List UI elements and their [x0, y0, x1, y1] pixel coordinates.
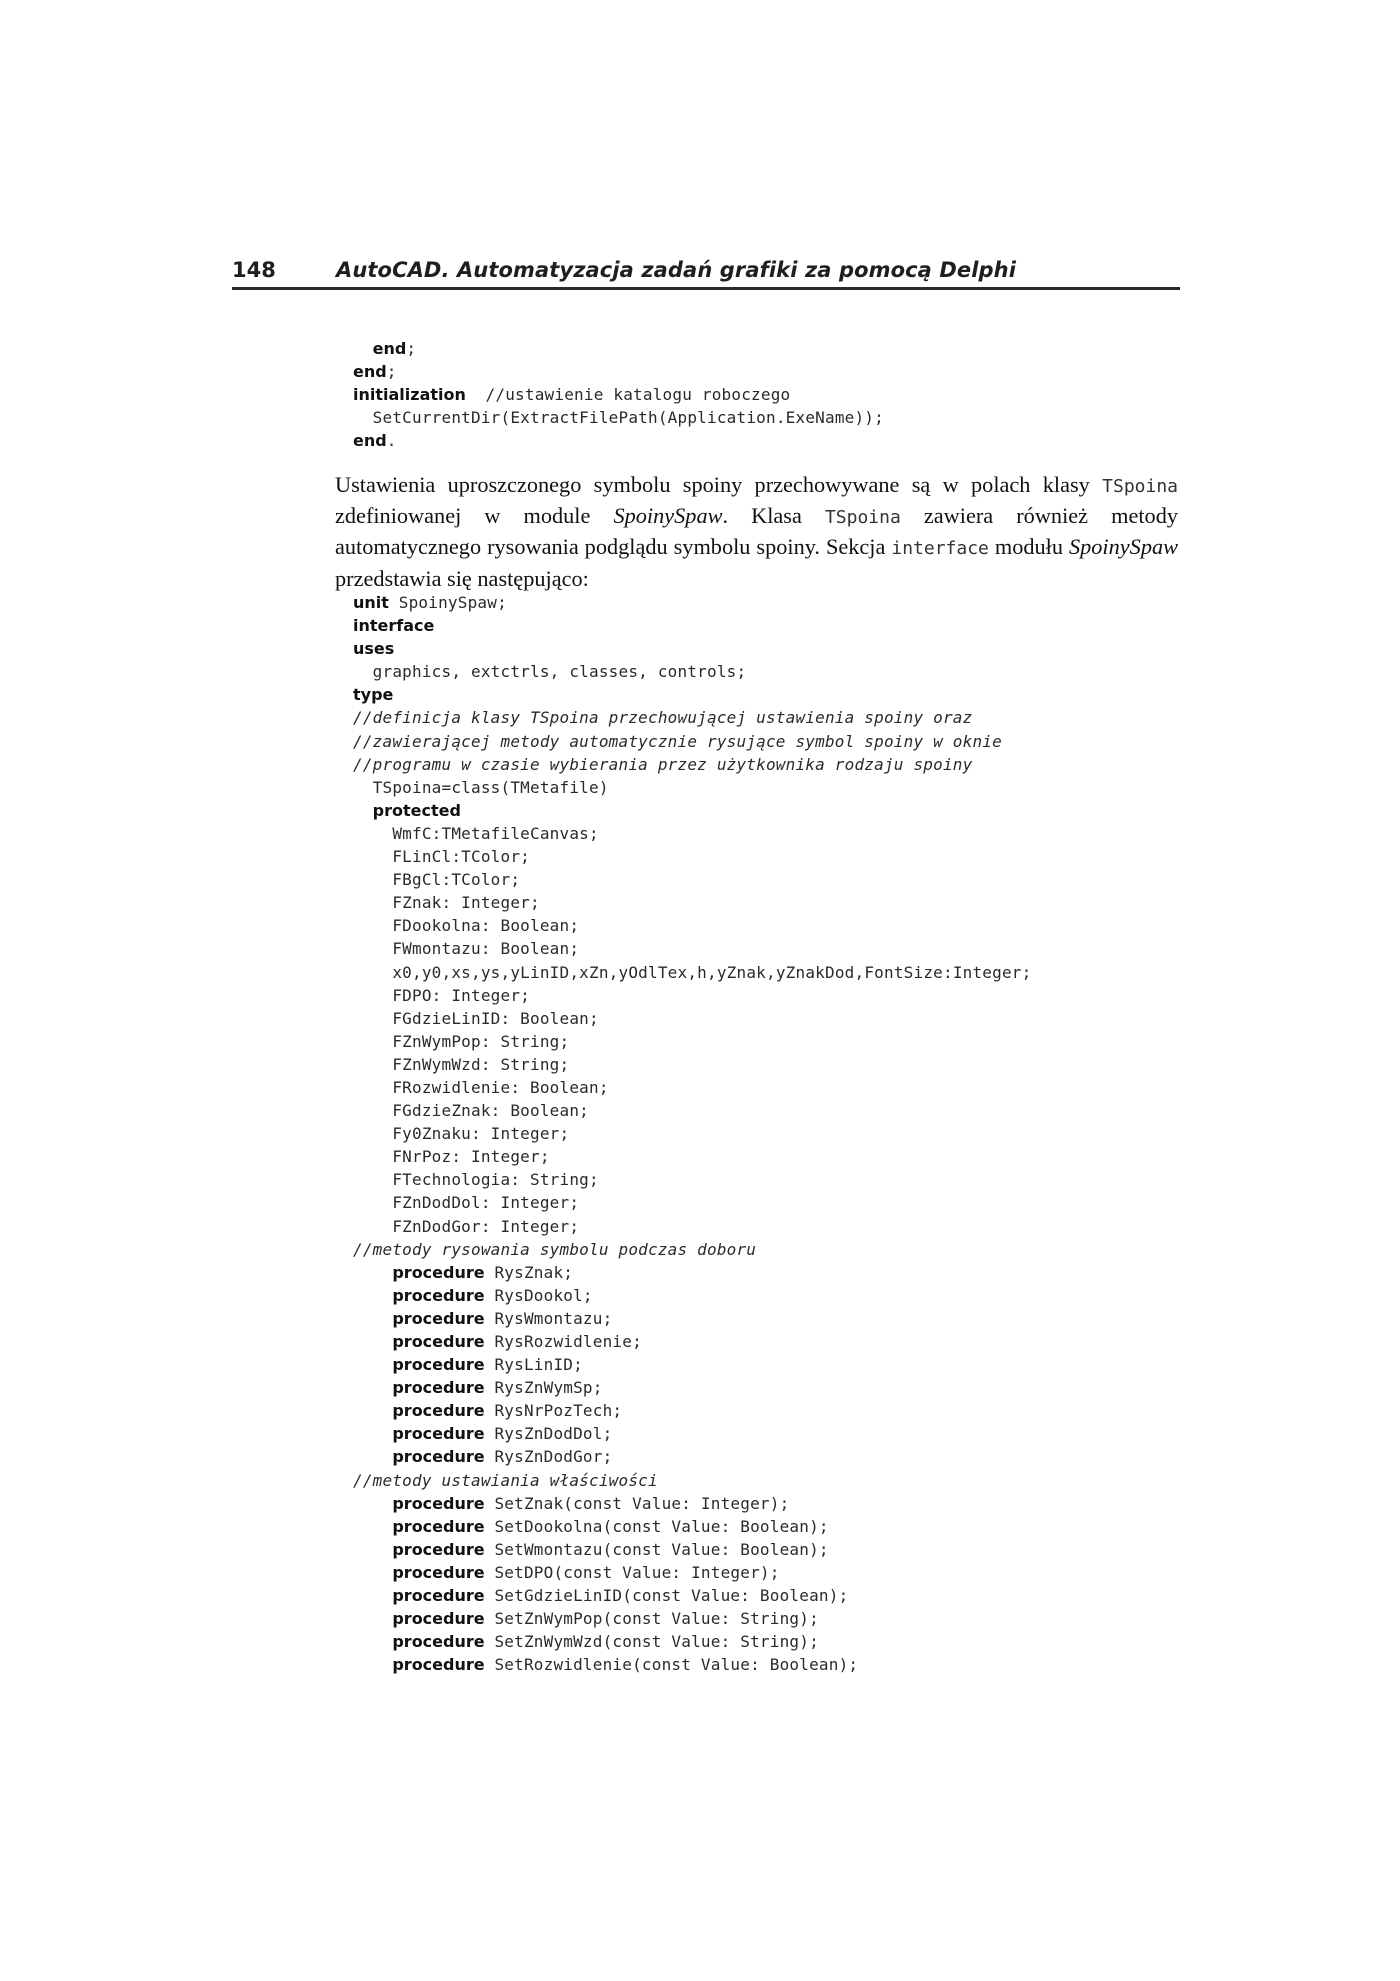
code-line [353, 1492, 1031, 1515]
code-listing-main [353, 591, 1031, 1676]
code-line [353, 614, 1031, 637]
code-line [353, 868, 1031, 891]
code-line [353, 1145, 1031, 1168]
code-keyword: interface [353, 616, 435, 636]
code-line [353, 1168, 1031, 1191]
code-line [353, 429, 884, 452]
page-header [232, 254, 1180, 288]
code-text: SpoinySpaw; [388, 593, 507, 612]
code-indent [353, 1563, 392, 1582]
code-text: SetZnak(const Value: Integer); [484, 1493, 790, 1513]
code-comment: //definicja klasy TSpoina przechowującej ustawienia spoiny oraz [353, 708, 973, 728]
code-keyword: uses [353, 639, 395, 659]
code-indent [353, 847, 392, 866]
body-paragraph [335, 470, 1178, 593]
code-keyword: end [353, 431, 387, 451]
code-line [353, 1191, 1031, 1214]
code-line [353, 1330, 1031, 1353]
code-text: RysRozwidlenie; [484, 1332, 642, 1351]
code-keyword: procedure [392, 1401, 485, 1421]
code-indent [353, 801, 373, 820]
paragraph-text: modułu [988, 534, 1069, 560]
code-indent [353, 1101, 392, 1120]
code-text: SetWmontazu(const Value: Boolean); [484, 1539, 829, 1559]
code-text: FWmontazu: Boolean; [392, 939, 580, 959]
paragraph-text: zdefiniowanej w module [335, 503, 614, 529]
paragraph-text: zawiera również metody automatycznego rysowania podglądu symbolu spoiny. Sekcja [335, 503, 1178, 560]
header-rule [232, 287, 1180, 290]
code-indent [353, 824, 392, 843]
code-text: FDPO: Integer; [392, 985, 531, 1005]
code-indent [353, 778, 373, 797]
code-line [353, 383, 884, 406]
code-text: RysWmontazu; [484, 1308, 613, 1328]
code-text: FTechnologia: String; [392, 1170, 599, 1190]
code-keyword: procedure [392, 1539, 485, 1559]
code-text: FNrPoz: Integer; [392, 1147, 550, 1167]
code-indent [353, 1078, 392, 1097]
code-indent [353, 408, 373, 427]
code-indent [353, 1332, 392, 1351]
code-keyword: end [353, 362, 387, 382]
page-number: 148 [232, 258, 276, 282]
code-text: RysLinID; [484, 1355, 583, 1375]
code-text: FGdzieZnak: Boolean; [392, 1101, 589, 1121]
code-text: ; [386, 362, 397, 382]
code-keyword: protected [372, 800, 461, 820]
code-keyword: procedure [392, 1262, 485, 1282]
code-line [353, 1538, 1031, 1561]
code-line [353, 1261, 1031, 1284]
code-line [353, 1307, 1031, 1330]
code-line [353, 730, 1031, 753]
code-line [353, 337, 884, 360]
code-text: WmfC:TMetafileCanvas; [392, 823, 599, 843]
code-comment: //metody rysowania symbolu podczas doboru [353, 1239, 757, 1259]
code-line [353, 360, 884, 383]
code-keyword: procedure [392, 1632, 485, 1652]
module-name: SpoinySpaw [1068, 534, 1178, 560]
code-line [353, 406, 884, 429]
code-line [353, 1630, 1031, 1653]
code-keyword: procedure [392, 1516, 485, 1536]
code-indent [353, 1263, 392, 1282]
module-name: SpoinySpaw [613, 503, 723, 529]
code-indent [353, 1494, 392, 1513]
code-line [353, 1515, 1031, 1538]
code-line [353, 1469, 1031, 1492]
code-indent [353, 1217, 392, 1236]
code-indent [353, 662, 373, 681]
code-keyword: procedure [392, 1355, 485, 1375]
code-line [353, 1561, 1031, 1584]
code-keyword: procedure [392, 1424, 485, 1444]
code-text: SetDookolna(const Value: Boolean); [484, 1516, 829, 1536]
code-indent [353, 939, 392, 958]
code-indent [353, 893, 392, 912]
code-line [353, 937, 1031, 960]
code-comment: //metody ustawiania właściwości [353, 1470, 658, 1490]
code-line [353, 961, 1031, 984]
code-indent [353, 1124, 392, 1143]
code-indent [353, 1055, 392, 1074]
code-text: FGdzieLinID: Boolean; [392, 1008, 599, 1028]
code-indent [353, 1586, 392, 1605]
code-text: FRozwidlenie: Boolean; [392, 1077, 609, 1097]
code-keyword: procedure [392, 1332, 485, 1351]
code-indent [353, 916, 392, 935]
code-indent [353, 1193, 392, 1212]
code-line [353, 984, 1031, 1007]
code-keyword: type [353, 685, 394, 705]
code-keyword: procedure [392, 1493, 485, 1513]
code-line [353, 1353, 1031, 1376]
code-text: FLinCl:TColor; [392, 847, 531, 867]
code-line [353, 776, 1031, 799]
code-line [353, 706, 1031, 729]
code-text: ; [406, 339, 417, 358]
code-line [353, 591, 1031, 614]
code-keyword: procedure [392, 1609, 485, 1629]
code-line [353, 822, 1031, 845]
code-indent [353, 339, 373, 358]
code-line [353, 1238, 1031, 1261]
code-text: //ustawienie katalogu roboczego [465, 385, 791, 405]
code-text: SetCurrentDir(ExtractFilePath(Application.ExeName)); [372, 408, 884, 428]
code-text: SetGdzieLinID(const Value: Boolean); [484, 1586, 849, 1606]
code-text: SetZnWymPop(const Value: String); [484, 1609, 819, 1629]
code-line [353, 1030, 1031, 1053]
code-line [353, 1584, 1031, 1607]
code-keyword: procedure [392, 1586, 485, 1606]
code-line [353, 683, 1031, 706]
code-text: RysZnak; [484, 1262, 574, 1282]
code-comment: //zawierającej metody automatycznie rysujące symbol spoiny w oknie [353, 731, 1002, 751]
code-text: graphics, extctrls, classes, controls; [372, 662, 747, 682]
code-line [353, 1215, 1031, 1238]
code-line [353, 1445, 1031, 1468]
code-indent [353, 1655, 392, 1674]
code-line [353, 1653, 1031, 1676]
code-line [353, 891, 1031, 914]
code-listing-top [353, 337, 884, 452]
code-keyword: procedure [392, 1562, 485, 1582]
code-text: FZnDodDol: Integer; [392, 1193, 580, 1213]
code-keyword: procedure [392, 1447, 485, 1467]
code-indent [353, 1609, 392, 1628]
code-indent [353, 1009, 392, 1028]
code-keyword: initialization [353, 385, 466, 405]
code-line [353, 1076, 1031, 1099]
code-text: FZnWymWzd: String; [392, 1054, 570, 1074]
code-keyword: procedure [392, 1285, 485, 1305]
code-indent [353, 1286, 392, 1305]
code-text: FBgCl:TColor; [392, 870, 521, 890]
code-line [353, 660, 1031, 683]
code-indent [353, 1378, 392, 1397]
code-indent [353, 1517, 392, 1536]
code-line [353, 753, 1031, 776]
code-line [353, 845, 1031, 868]
code-text: RysNrPozTech; [484, 1401, 623, 1421]
code-text: SetRozwidlenie(const Value: Boolean); [484, 1655, 859, 1675]
code-line [353, 637, 1031, 660]
code-line [353, 1399, 1031, 1422]
code-text: . [386, 431, 397, 451]
code-text: FZnak: Integer; [392, 893, 540, 913]
code-line [353, 799, 1031, 822]
code-text: RysZnDodGor; [484, 1447, 613, 1467]
code-indent [353, 1147, 392, 1166]
code-text: RysZnDodDol; [484, 1424, 613, 1444]
code-line [353, 1053, 1031, 1076]
code-text: TSpoina=class(TMetafile) [372, 777, 609, 797]
code-keyword: procedure [392, 1655, 485, 1675]
code-line [353, 914, 1031, 937]
code-line [353, 1007, 1031, 1030]
code-indent [353, 1540, 392, 1559]
code-text: Fy0Znaku: Integer; [392, 1124, 570, 1144]
code-text: FZnWymPop: String; [392, 1031, 570, 1051]
code-indent [353, 1401, 392, 1420]
code-keyword: end [372, 339, 407, 358]
inline-code: TSpoina [1102, 476, 1178, 497]
code-indent [353, 963, 392, 982]
code-text: SetZnWymWzd(const Value: String); [484, 1632, 819, 1652]
code-line [353, 1607, 1031, 1630]
code-indent [353, 870, 392, 889]
code-indent [353, 1447, 392, 1466]
code-text: FDookolna: Boolean; [392, 916, 580, 936]
code-indent [353, 1309, 392, 1328]
code-line [353, 1099, 1031, 1122]
code-indent [353, 1032, 392, 1051]
code-comment: //programu w czasie wybierania przez użytkownika rodzaju spoiny [353, 754, 973, 774]
code-text: RysZnWymSp; [484, 1378, 603, 1398]
inline-code: interface [891, 538, 989, 560]
code-keyword: procedure [392, 1378, 485, 1398]
code-indent [353, 1170, 392, 1189]
paragraph-text: . Klasa [722, 503, 825, 529]
code-line [353, 1284, 1031, 1307]
code-keyword: procedure [392, 1308, 485, 1328]
code-indent [353, 1424, 392, 1443]
running-title: AutoCAD. Automatyzacja zadań grafiki za pomocą Delphi [336, 258, 1017, 282]
code-indent [353, 1355, 392, 1374]
code-indent [353, 986, 392, 1005]
inline-code: TSpoina [824, 507, 901, 529]
code-text: SetDPO(const Value: Integer); [484, 1562, 780, 1582]
code-indent [353, 1632, 392, 1651]
code-text: RysDookol; [484, 1285, 593, 1305]
code-text: FZnDodGor: Integer; [392, 1216, 580, 1236]
paragraph-text: Ustawienia uproszczonego symbolu spoiny przechowywane są w polach klasy [335, 472, 1103, 497]
code-line [353, 1122, 1031, 1145]
code-keyword: unit [353, 593, 389, 612]
paragraph-text: przedstawia się następująco: [335, 565, 589, 591]
code-line [353, 1376, 1031, 1399]
code-line [353, 1422, 1031, 1445]
code-text: x0,y0,xs,ys,yLinID,xZn,yOdlTex,h,yZnak,yZnakDod,FontSize:Integer; [392, 962, 1032, 982]
